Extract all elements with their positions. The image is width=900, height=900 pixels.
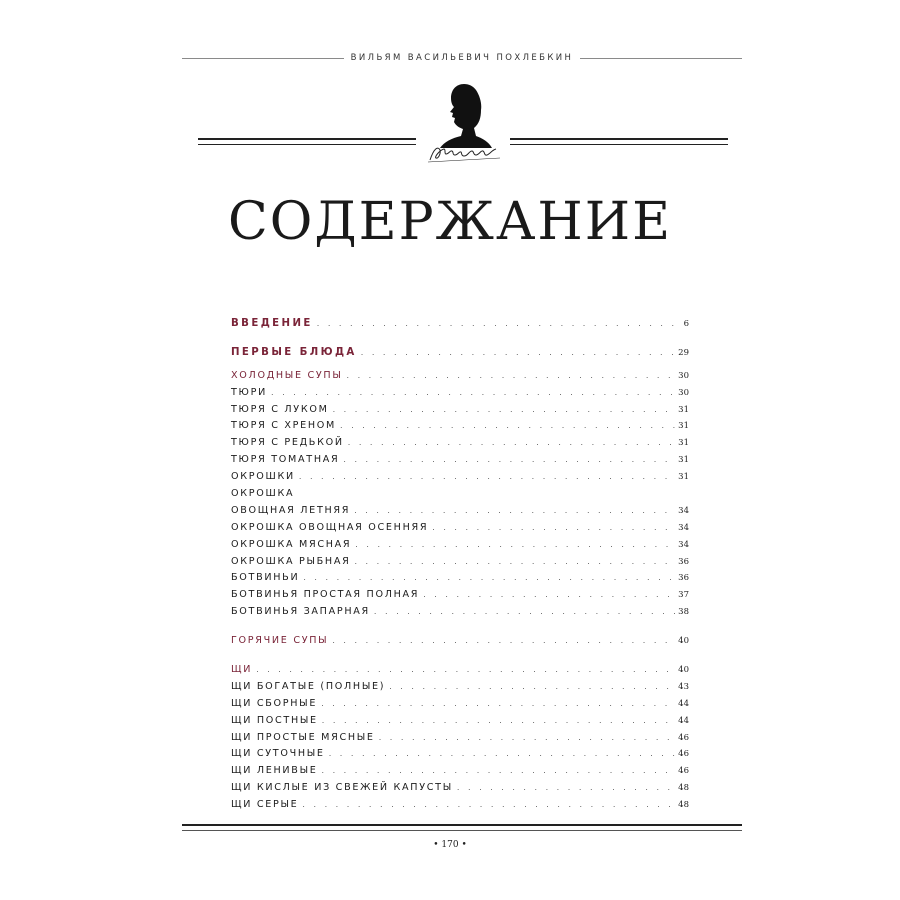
toc-leader-dots: [329, 746, 675, 763]
toc-entry-page: 36: [678, 573, 689, 584]
toc-entry: [231, 435, 689, 452]
toc-leader-dots: [321, 696, 675, 713]
toc-entry: [231, 679, 689, 696]
toc-entry: [231, 713, 689, 730]
ornament-rule-right: [510, 138, 728, 145]
author-silhouette-icon: [434, 80, 494, 148]
toc-entry-page: 46: [678, 766, 689, 777]
toc-entry-label: ОВОЩНАЯ ЛЕТНЯЯ: [231, 504, 351, 516]
toc-entry-page: 29: [678, 347, 689, 358]
toc-entry-page: 46: [678, 732, 689, 743]
toc-entry: [231, 418, 689, 435]
toc-entry-page: 40: [678, 665, 689, 676]
toc-leader-dots: [423, 587, 675, 604]
toc-entry-page: 31: [678, 472, 689, 483]
toc-entry-label: БОТВИНЬИ: [231, 572, 300, 584]
toc-entry: [231, 763, 689, 780]
page-title: СОДЕРЖАНИЕ: [227, 192, 673, 252]
toc-entry-page: 31: [678, 421, 689, 432]
toc-leader-dots: [271, 385, 675, 402]
toc-entry-label: ХОЛОДНЫЕ СУПЫ: [231, 369, 343, 381]
toc-leader-dots: [361, 345, 675, 362]
toc-entry-label: ГОРЯЧИЕ СУПЫ: [231, 635, 329, 647]
toc-entry-page: 44: [678, 715, 689, 726]
toc-entry: [231, 316, 689, 333]
toc-entry-label: ЩИ ПОСТНЫЕ: [231, 714, 318, 726]
toc-entry-label: БОТВИНЬЯ ПРОСТАЯ ПОЛНАЯ: [231, 589, 420, 601]
author-signature-icon: [426, 140, 502, 166]
toc-entry: [231, 696, 689, 713]
toc-entry-label: ОКРОШКА РЫБНАЯ: [231, 555, 351, 567]
toc-entry: [231, 746, 689, 763]
footer-rule: [182, 824, 742, 831]
toc-leader-dots: [303, 570, 675, 587]
toc-entry: [231, 503, 689, 520]
toc-leader-dots: [389, 679, 675, 696]
table-of-contents: [231, 316, 689, 814]
toc-entry-page: 34: [678, 522, 689, 533]
toc-entry-label: ОКРОШКА МЯСНАЯ: [231, 538, 352, 550]
toc-entry: [231, 520, 689, 537]
toc-entry-page: 30: [678, 387, 689, 398]
toc-entry-label: ВВЕДЕНИЕ: [231, 318, 313, 329]
page-number: • 170 •: [433, 840, 467, 850]
running-head: [182, 51, 742, 65]
toc-entry: [231, 368, 689, 385]
toc-entry: [231, 402, 689, 419]
toc-leader-dots: [343, 452, 675, 469]
toc-leader-dots: [299, 469, 675, 486]
toc-entry: [231, 633, 689, 650]
toc-entry-page: 43: [678, 681, 689, 692]
toc-entry: [231, 662, 689, 679]
ornament-rule-left: [198, 138, 416, 145]
toc-entry-label: ТЮРИ: [231, 386, 267, 398]
toc-leader-dots: [333, 402, 676, 419]
toc-entry-label: ЩИ СУТОЧНЫЕ: [231, 748, 325, 760]
toc-entry-label: ОКРОШКА: [231, 488, 295, 500]
toc-leader-dots: [256, 662, 675, 679]
toc-entry: [231, 780, 689, 797]
toc-entry: [231, 486, 689, 503]
running-head-author: ВИЛЬЯМ ВАСИЛЬЕВИЧ ПОХЛЕБКИН: [350, 53, 574, 63]
toc-entry: [231, 587, 689, 604]
toc-entry-page: 31: [678, 404, 689, 415]
toc-entry-page: 40: [678, 636, 689, 647]
running-head-rule-left: [182, 58, 344, 59]
toc-leader-dots: [340, 418, 675, 435]
toc-entry-label: ЩИ ЛЕНИВЫЕ: [231, 765, 318, 777]
running-head-rule-right: [580, 58, 742, 59]
toc-entry-label: ОКРОШКИ: [231, 471, 295, 483]
toc-leader-dots: [354, 503, 675, 520]
toc-entry-page: 31: [678, 438, 689, 449]
toc-entry-label: ЩИ КИСЛЫЕ ИЗ СВЕЖЕЙ КАПУСТЫ: [231, 782, 453, 794]
toc-entry-page: 36: [678, 556, 689, 567]
toc-leader-dots: [457, 780, 675, 797]
toc-entry-label: ТЮРЯ С ХРЕНОМ: [231, 420, 337, 432]
toc-entry-label: БОТВИНЬЯ ЗАПАРНАЯ: [231, 606, 370, 618]
toc-leader-dots: [302, 797, 675, 814]
toc-entry-label: ЩИ: [231, 664, 253, 676]
toc-entry-label: ОКРОШКА ОВОЩНАЯ ОСЕННЯЯ: [231, 521, 429, 533]
toc-entry-page: 30: [678, 370, 689, 381]
toc-entry-page: 48: [678, 800, 689, 811]
toc-entry-page: 34: [678, 539, 689, 550]
toc-entry-page: 6: [683, 319, 689, 329]
toc-entry: [231, 570, 689, 587]
toc-entry-label: ЩИ СБОРНЫЕ: [231, 697, 318, 709]
toc-leader-dots: [355, 537, 675, 554]
toc-entry: [231, 554, 689, 571]
toc-entry: [231, 385, 689, 402]
toc-leader-dots: [432, 520, 675, 537]
toc-entry-label: ЩИ СЕРЫЕ: [231, 799, 299, 811]
toc-leader-dots: [379, 730, 675, 747]
portrait-ornament: [198, 80, 728, 170]
toc-entry: [231, 604, 689, 621]
toc-entry: [231, 730, 689, 747]
toc-leader-dots: [322, 763, 676, 780]
toc-leader-dots: [322, 713, 675, 730]
toc-entry: [231, 537, 689, 554]
toc-leader-dots: [317, 316, 681, 333]
toc-entry-page: 34: [678, 505, 689, 516]
toc-entry-page: 44: [678, 698, 689, 709]
toc-entry-page: 38: [678, 607, 689, 618]
toc-entry-page: 37: [678, 590, 689, 601]
toc-entry-page: 48: [678, 783, 689, 794]
toc-entry-label: ЩИ ПРОСТЫЕ МЯСНЫЕ: [231, 731, 375, 743]
toc-entry-page: 31: [678, 455, 689, 466]
toc-entry: [231, 797, 689, 814]
toc-entry-label: ЩИ БОГАТЫЕ (ПОЛНЫЕ): [231, 680, 386, 692]
toc-leader-dots: [348, 435, 675, 452]
toc-entry: [231, 469, 689, 486]
toc-entry-label: ТЮРЯ С РЕДЬКОЙ: [231, 437, 344, 449]
toc-entry-page: 46: [678, 749, 689, 760]
toc-leader-dots: [374, 604, 675, 621]
toc-entry-label: ТЮРЯ С ЛУКОМ: [231, 403, 329, 415]
toc-entry: [231, 345, 689, 362]
toc-leader-dots: [347, 368, 676, 385]
toc-entry-label: ТЮРЯ ТОМАТНАЯ: [231, 454, 340, 466]
toc-entry-label: ПЕРВЫЕ БЛЮДА: [231, 346, 357, 358]
toc-leader-dots: [332, 633, 675, 650]
toc-leader-dots: [354, 554, 675, 571]
toc-entry: [231, 452, 689, 469]
